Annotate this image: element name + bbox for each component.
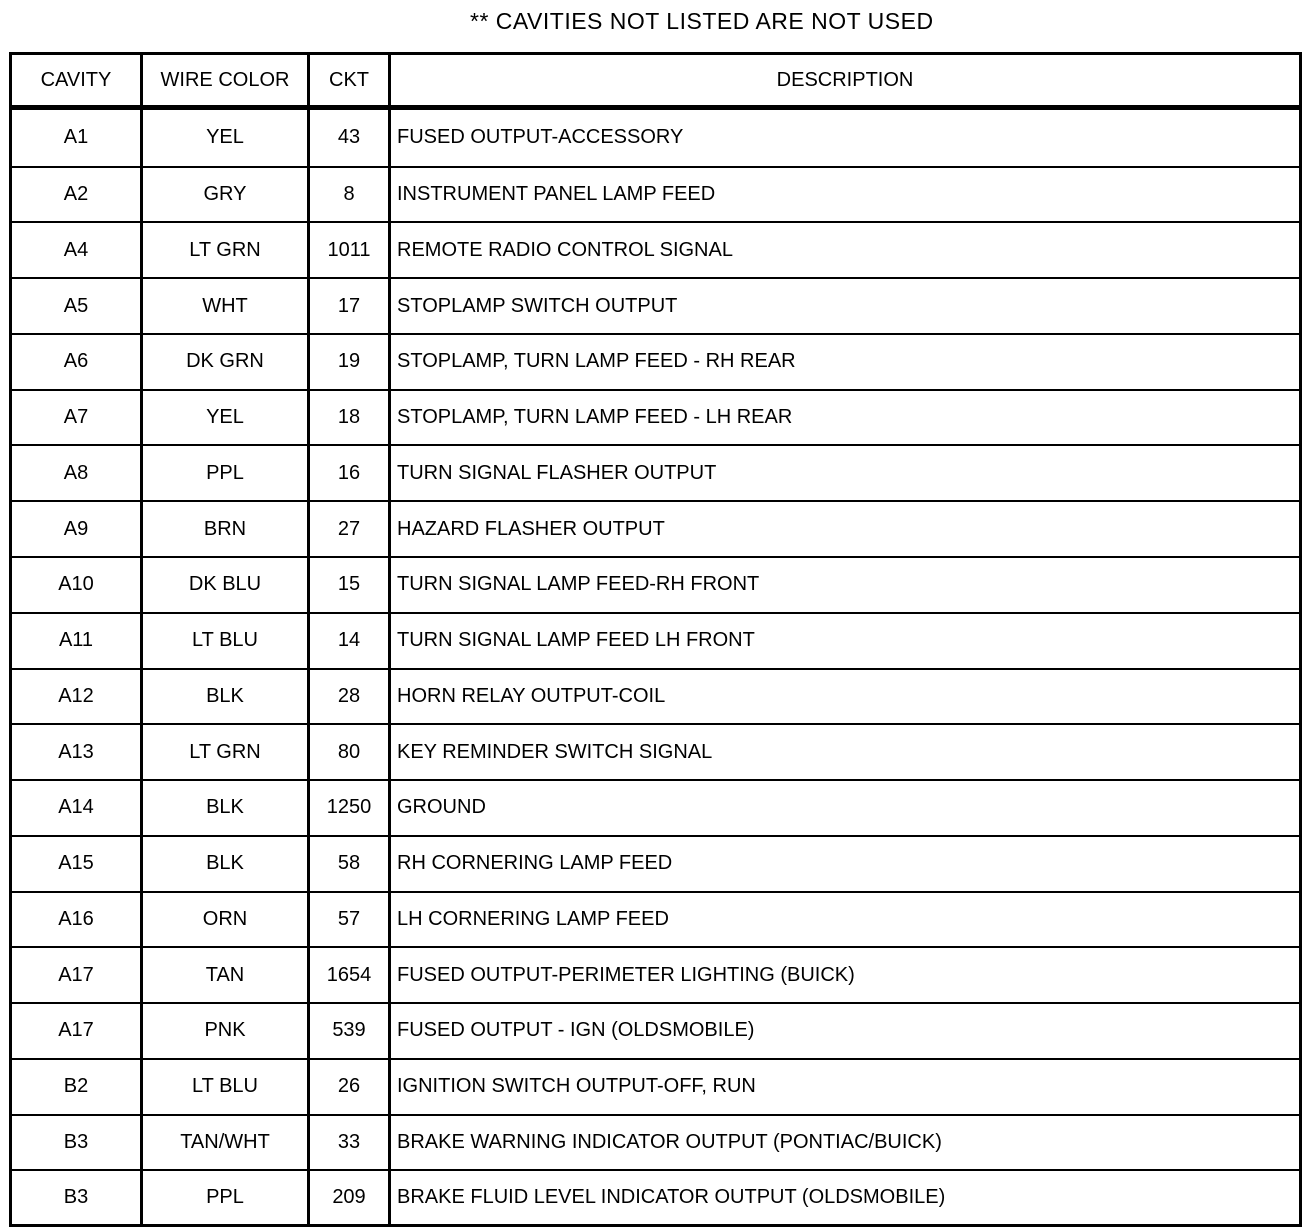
cell-ckt: 1011 (309, 222, 390, 278)
table-row (12, 334, 1299, 390)
cell-wire-color: LT GRN (142, 724, 309, 780)
cell-wire-color: LT BLU (142, 1059, 309, 1115)
cell-ckt: 18 (309, 390, 390, 446)
table-row (12, 1003, 1299, 1059)
table-row (12, 724, 1299, 780)
header-cavity: CAVITY (12, 55, 142, 108)
cell-cavity: A11 (12, 613, 142, 669)
table-row (12, 613, 1299, 669)
cell-ckt: 17 (309, 278, 390, 334)
cell-wire-color: ORN (142, 892, 309, 948)
table-row (12, 669, 1299, 725)
cell-ckt: 26 (309, 1059, 390, 1115)
cell-description: IGNITION SWITCH OUTPUT-OFF, RUN (390, 1059, 1300, 1115)
cell-wire-color: TAN/WHT (142, 1115, 309, 1171)
cell-description: KEY REMINDER SWITCH SIGNAL (390, 724, 1300, 780)
cell-cavity: A2 (12, 167, 142, 223)
cell-description: TURN SIGNAL FLASHER OUTPUT (390, 445, 1300, 501)
cell-description: HORN RELAY OUTPUT-COIL (390, 669, 1300, 725)
cell-wire-color: LT BLU (142, 613, 309, 669)
cell-ckt: 14 (309, 613, 390, 669)
cell-ckt: 16 (309, 445, 390, 501)
cell-cavity: A17 (12, 1003, 142, 1059)
cell-cavity: A16 (12, 892, 142, 948)
cell-cavity: A17 (12, 947, 142, 1003)
cell-description: FUSED OUTPUT-PERIMETER LIGHTING (BUICK) (390, 947, 1300, 1003)
cell-cavity: A13 (12, 724, 142, 780)
cell-ckt: 8 (309, 167, 390, 223)
cell-wire-color: TAN (142, 947, 309, 1003)
cell-description: TURN SIGNAL LAMP FEED-RH FRONT (390, 557, 1300, 613)
cell-description: FUSED OUTPUT-ACCESSORY (390, 108, 1300, 167)
cell-wire-color: BRN (142, 501, 309, 557)
cell-ckt: 33 (309, 1115, 390, 1171)
cell-cavity: A14 (12, 780, 142, 836)
table-row (12, 557, 1299, 613)
cell-description: STOPLAMP, TURN LAMP FEED - LH REAR (390, 390, 1300, 446)
cell-cavity: B2 (12, 1059, 142, 1115)
table-row (12, 167, 1299, 223)
cell-wire-color: BLK (142, 669, 309, 725)
cell-wire-color: GRY (142, 167, 309, 223)
cell-wire-color: PNK (142, 1003, 309, 1059)
cell-wire-color: LT GRN (142, 222, 309, 278)
cell-cavity: A10 (12, 557, 142, 613)
header-description: DESCRIPTION (390, 55, 1300, 108)
cell-ckt: 43 (309, 108, 390, 167)
cell-description: STOPLAMP SWITCH OUTPUT (390, 278, 1300, 334)
cell-cavity: A8 (12, 445, 142, 501)
cell-description: BRAKE WARNING INDICATOR OUTPUT (PONTIAC/BUICK) (390, 1115, 1300, 1171)
cell-wire-color: YEL (142, 390, 309, 446)
table-row (12, 445, 1299, 501)
table-row (12, 222, 1299, 278)
cell-cavity: A7 (12, 390, 142, 446)
cell-description: REMOTE RADIO CONTROL SIGNAL (390, 222, 1300, 278)
cell-description: BRAKE FLUID LEVEL INDICATOR OUTPUT (OLDSMOBILE) (390, 1170, 1300, 1224)
cell-wire-color: PPL (142, 445, 309, 501)
cell-description: LH CORNERING LAMP FEED (390, 892, 1300, 948)
cell-wire-color: DK BLU (142, 557, 309, 613)
cell-description: INSTRUMENT PANEL LAMP FEED (390, 167, 1300, 223)
table-body (12, 108, 1299, 1225)
cell-description: RH CORNERING LAMP FEED (390, 836, 1300, 892)
table-row (12, 390, 1299, 446)
cell-cavity: B3 (12, 1115, 142, 1171)
table-row (12, 836, 1299, 892)
cell-cavity: A4 (12, 222, 142, 278)
table-row (12, 892, 1299, 948)
cavity-table (12, 55, 1299, 1224)
cell-wire-color: BLK (142, 836, 309, 892)
table-row (12, 278, 1299, 334)
cell-cavity: A1 (12, 108, 142, 167)
table-row (12, 1170, 1299, 1224)
cell-ckt: 27 (309, 501, 390, 557)
cell-ckt: 15 (309, 557, 390, 613)
cell-description: GROUND (390, 780, 1300, 836)
cell-ckt: 80 (309, 724, 390, 780)
table-row (12, 780, 1299, 836)
cell-wire-color: DK GRN (142, 334, 309, 390)
cell-wire-color: YEL (142, 108, 309, 167)
cell-cavity: A12 (12, 669, 142, 725)
cell-description: HAZARD FLASHER OUTPUT (390, 501, 1300, 557)
cell-wire-color: PPL (142, 1170, 309, 1224)
cell-wire-color: BLK (142, 780, 309, 836)
unused-cavities-note: ** CAVITIES NOT LISTED ARE NOT USED (470, 8, 934, 34)
header-wire-color: WIRE COLOR (142, 55, 309, 108)
cell-cavity: A6 (12, 334, 142, 390)
cell-ckt: 58 (309, 836, 390, 892)
cell-ckt: 57 (309, 892, 390, 948)
table-row (12, 947, 1299, 1003)
table-header-row (12, 55, 1299, 108)
cell-cavity: A5 (12, 278, 142, 334)
cavity-table-frame (9, 52, 1302, 1227)
table-row (12, 1115, 1299, 1171)
cell-description: STOPLAMP, TURN LAMP FEED - RH REAR (390, 334, 1300, 390)
cell-wire-color: WHT (142, 278, 309, 334)
cell-cavity: B3 (12, 1170, 142, 1224)
cell-ckt: 1250 (309, 780, 390, 836)
cell-ckt: 1654 (309, 947, 390, 1003)
header-ckt: CKT (309, 55, 390, 108)
cell-cavity: A9 (12, 501, 142, 557)
cell-ckt: 28 (309, 669, 390, 725)
cell-ckt: 209 (309, 1170, 390, 1224)
cell-description: FUSED OUTPUT - IGN (OLDSMOBILE) (390, 1003, 1300, 1059)
table-row (12, 108, 1299, 167)
table-row (12, 501, 1299, 557)
cell-ckt: 19 (309, 334, 390, 390)
cell-cavity: A15 (12, 836, 142, 892)
cell-ckt: 539 (309, 1003, 390, 1059)
cell-description: TURN SIGNAL LAMP FEED LH FRONT (390, 613, 1300, 669)
table-row (12, 1059, 1299, 1115)
